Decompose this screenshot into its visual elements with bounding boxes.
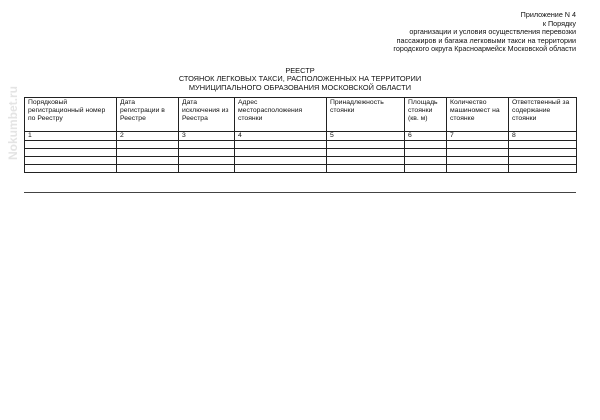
table-cell: [235, 156, 327, 164]
table-row: [25, 164, 577, 172]
table-cell: [509, 148, 577, 156]
column-number: 6: [405, 132, 447, 141]
watermark-text: Nokumbet.ru: [6, 85, 20, 160]
appendix-line: пассажиров и багажа легковыми такси на территории: [396, 35, 576, 45]
header-reg-number: Порядковый регистрационный номер по Реестру: [25, 98, 117, 132]
watermark: [6, 85, 20, 160]
table-cell: [179, 156, 235, 164]
column-number: 4: [235, 132, 327, 141]
header-area: Площадь стоянки (кв. м): [405, 98, 447, 132]
table-cell: [25, 140, 117, 148]
table-row: [25, 148, 577, 156]
table-cell: [405, 148, 447, 156]
column-number: 1: [25, 132, 117, 141]
table-cell: [447, 148, 509, 156]
table-row: [25, 140, 577, 148]
table-cell: [117, 164, 179, 172]
table-cell: [25, 148, 117, 156]
table-cell: [327, 156, 405, 164]
table-cell: [117, 148, 179, 156]
table-cell: [405, 140, 447, 148]
appendix-note: [356, 11, 576, 54]
table-cell: [117, 140, 179, 148]
table-cell: [509, 164, 577, 172]
table-cell: [509, 156, 577, 164]
table-cell: [327, 148, 405, 156]
header-ownership: Принадлежность стоянки: [327, 98, 405, 132]
header-address: Адрес месторасположения стоянки: [235, 98, 327, 132]
header-spaces: Количество машиномест на стоянке: [447, 98, 509, 132]
column-number: 2: [117, 132, 179, 141]
table-cell: [405, 156, 447, 164]
appendix-line: организации и условия осуществления перевозки: [409, 27, 576, 37]
table-cell: [509, 140, 577, 148]
horizontal-rule: [24, 192, 576, 193]
appendix-line: Приложение N 4: [520, 10, 576, 19]
table-cell: [235, 148, 327, 156]
table-number-row: [25, 132, 577, 141]
table-cell: [327, 164, 405, 172]
table-cell: [235, 164, 327, 172]
header-exclusion-date: Дата исключения из Реестра: [179, 98, 235, 132]
column-number: 8: [509, 132, 577, 141]
table-row: [25, 156, 577, 164]
table-cell: [179, 148, 235, 156]
document-title: [0, 67, 600, 92]
table-cell: [179, 140, 235, 148]
table-cell: [447, 140, 509, 148]
title-line: РЕЕСТР: [285, 66, 315, 75]
table-header-row: [25, 98, 577, 132]
header-responsible: Ответственный за содержание стоянки: [509, 98, 577, 132]
column-number: 7: [447, 132, 509, 141]
table-cell: [447, 156, 509, 164]
table-cell: [327, 140, 405, 148]
registry-table: [24, 97, 577, 173]
header-reg-date: Дата регистрации в Реестре: [117, 98, 179, 132]
table-cell: [179, 164, 235, 172]
table-cell: [447, 164, 509, 172]
title-line: МУНИЦИПАЛЬНОГО ОБРАЗОВАНИЯ МОСКОВСКОЙ ОБЛАСТИ: [188, 82, 412, 92]
title-line: СТОЯНОК ЛЕГКОВЫХ ТАКСИ, РАСПОЛОЖЕННЫХ НА ТЕРРИТОРИИ: [178, 74, 422, 84]
table-cell: [405, 164, 447, 172]
table-cell: [25, 164, 117, 172]
table-cell: [25, 156, 117, 164]
column-number: 3: [179, 132, 235, 141]
appendix-line: к Порядку: [542, 18, 576, 28]
table-cell: [235, 140, 327, 148]
table-cell: [117, 156, 179, 164]
column-number: 5: [327, 132, 405, 141]
appendix-line: городского округа Красноармейск Московской области: [393, 44, 576, 54]
